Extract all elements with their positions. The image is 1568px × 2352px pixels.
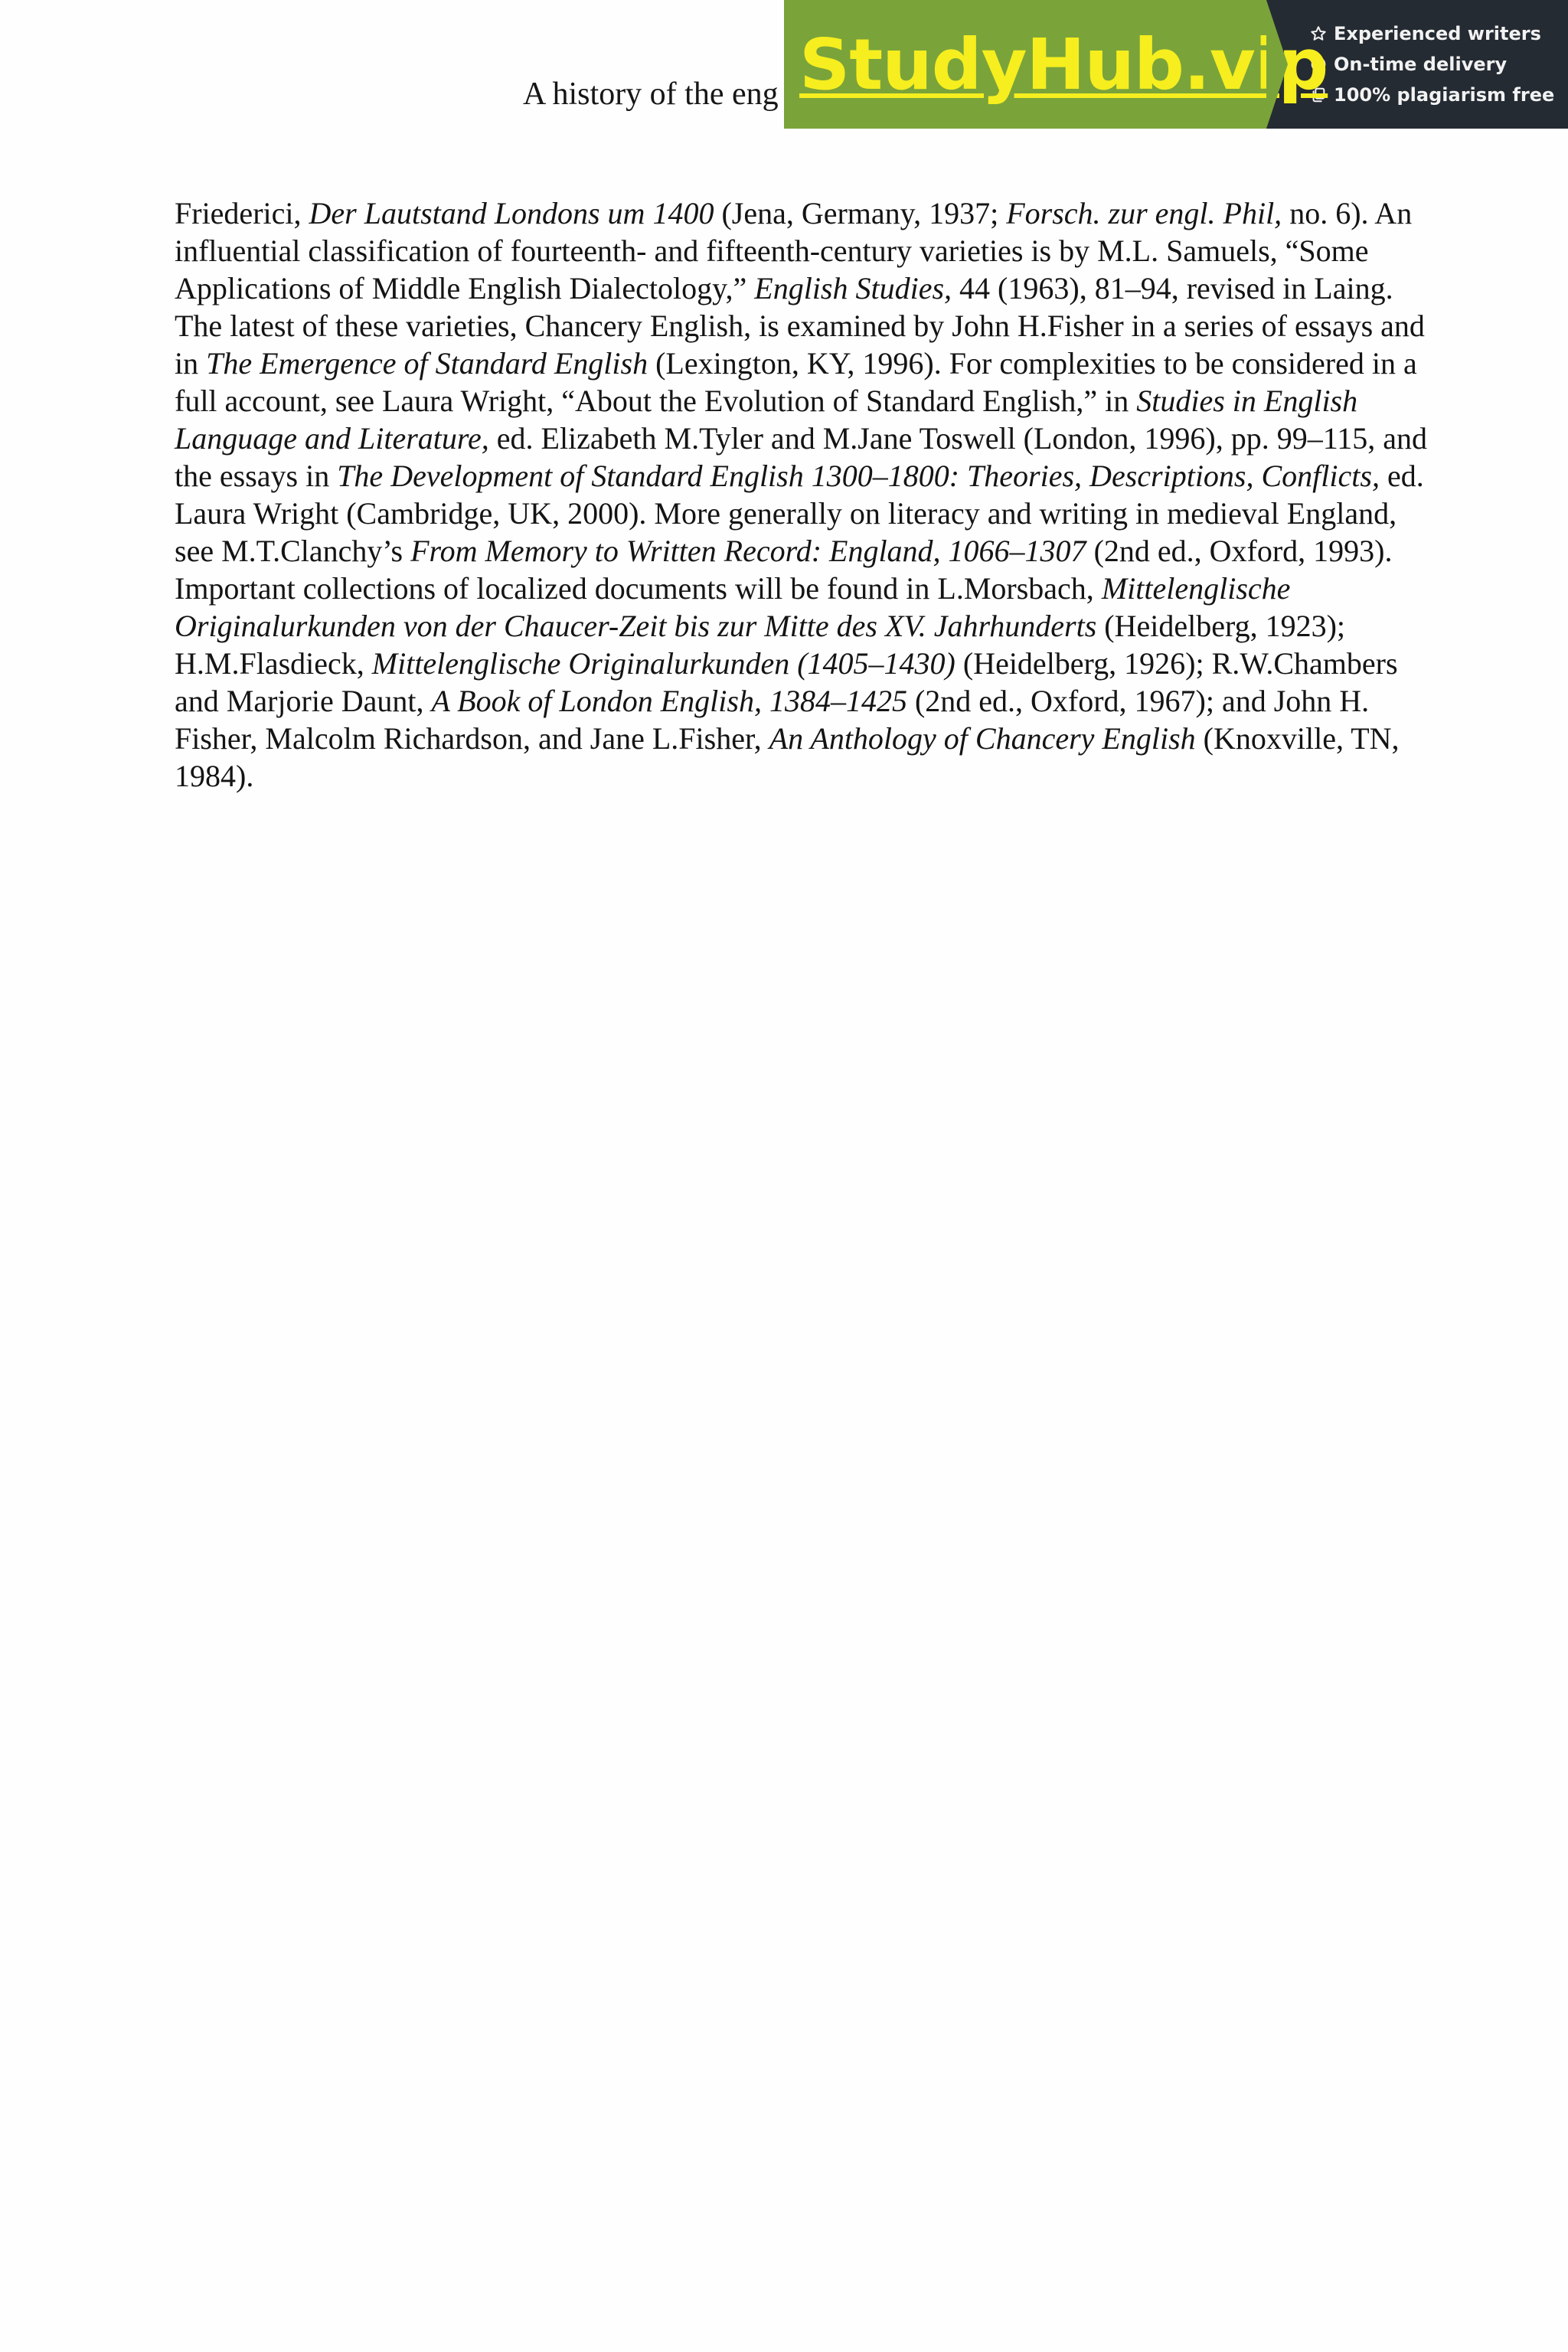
italic-title-segment: From Memory to Written Record: England, 1066–1307 (410, 534, 1086, 568)
studyhub-ad-banner[interactable] (784, 0, 1568, 129)
italic-title-segment: Mittelenglische Originalurkunden von der Chaucer-Zeit bis zur Mitte des XV. Jahrhunderts (175, 571, 1291, 643)
banner-arrow-shape (1266, 0, 1288, 129)
feature-label: 100% plagiarism free (1334, 84, 1555, 106)
text-segment: (Knoxville, TN, 1984). (175, 721, 1400, 793)
feature-experienced-writers (1309, 20, 1568, 47)
feature-plagiarism-free (1309, 81, 1568, 109)
text-segment: (2nd ed., Oxford, 1993). Important collections of localized documents will be found in L.Morsbach, (175, 534, 1393, 606)
text-segment: 44 (1963), 81–94, revised in Laing. The latest of these varieties, Chancery English, is examined by John H.Fisher in a series of essays and in (175, 271, 1425, 381)
italic-title-segment: An Anthology of Chancery English (769, 721, 1196, 756)
text-segment: ed. Laura Wright (Cambridge, UK, 2000). More generally on literacy and writing in medieval England, see M.T.Clanchy’s (175, 459, 1424, 568)
studyhub-logo (784, 0, 1328, 129)
text-segment: ed. Elizabeth M.Tyler and M.Jane Toswell (London, 1996), pp. 99–115, and the essays in (175, 421, 1428, 493)
text-segment: no. 6). An influential classification of fourteenth- and fifteenth-century varieties is by M.L. Samuels, “Some Applications of Middle English Dialectology,” (175, 196, 1413, 305)
italic-title-segment: Mittelenglische Originalurkunden (1405–1430) (371, 646, 956, 681)
text-segment: Friederici, (175, 196, 309, 230)
running-head: A history of the eng (523, 77, 779, 112)
reference-paragraph (175, 194, 1438, 795)
italic-title-segment: A Book of London English, 1384–1425 (431, 684, 907, 718)
italic-title-segment: English Studies, (754, 271, 952, 305)
feature-on-time-delivery (1309, 51, 1568, 78)
text-segment: (Heidelberg, 1926); R.W.Chambers and Marjorie Daunt, (175, 646, 1398, 718)
text-segment: (Lexington, KY, 1996). For complexities to be considered in a full account, see Laura Wright, “About the Evolution of Standard English,” in (175, 346, 1417, 418)
italic-title-segment: The Emergence of Standard English (206, 346, 648, 381)
text-segment: (Heidelberg, 1923); H.M.Flasdieck, (175, 609, 1346, 681)
text-segment: (Jena, Germany, 1937; (714, 196, 1007, 230)
text-segment: (2nd ed., Oxford, 1967); and John H. Fisher, Malcolm Richardson, and Jane L.Fisher, (175, 684, 1370, 756)
studyhub-logo-text: StudyHub.vip (799, 23, 1328, 106)
italic-title-segment: Der Lautstand Londons um 1400 (309, 196, 714, 230)
feature-label: Experienced writers (1334, 23, 1541, 44)
italic-title-segment: Studies in English Language and Literature, (175, 384, 1358, 456)
feature-label: On-time delivery (1334, 54, 1508, 75)
italic-title-segment: The Development of Standard English 1300–1800: Theories, Descriptions, Conflicts, (337, 459, 1380, 493)
italic-title-segment: Forsch. zur engl. Phil, (1006, 196, 1282, 230)
